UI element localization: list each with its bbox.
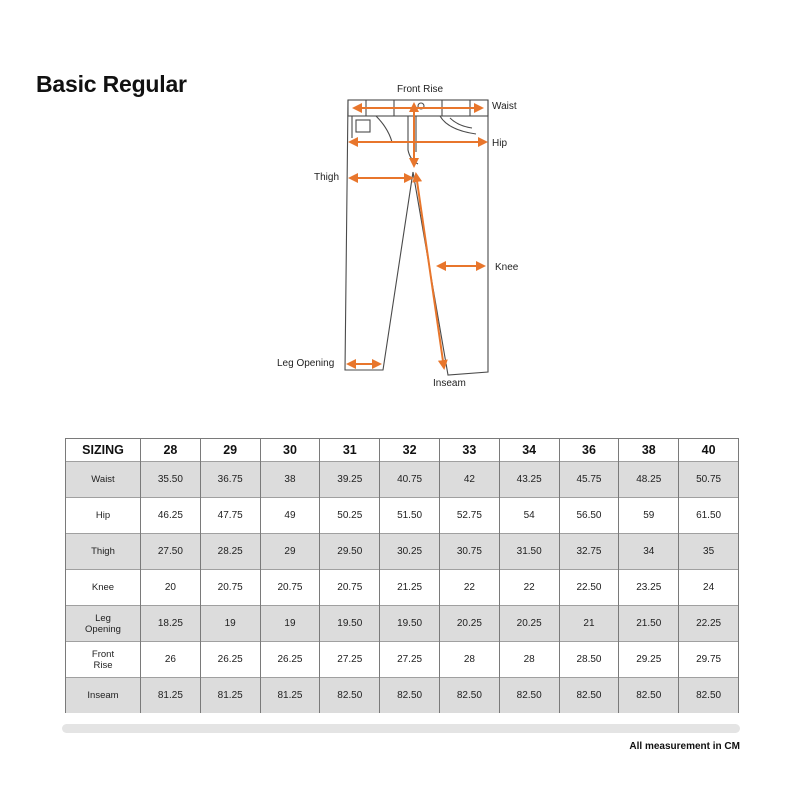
- table-cell: 21.25: [380, 570, 440, 606]
- row-label: Knee: [66, 570, 141, 606]
- table-cell: 82.50: [499, 678, 559, 714]
- table-cell: 29: [260, 534, 320, 570]
- page-title: Basic Regular: [36, 71, 187, 97]
- table-cell: 31.50: [499, 534, 559, 570]
- row-label: Thigh: [66, 534, 141, 570]
- table-cell: 52.75: [439, 498, 499, 534]
- table-cell: 35: [679, 534, 739, 570]
- table-cell: 39.25: [320, 462, 380, 498]
- hip-label: Hip: [492, 138, 508, 149]
- measurement-arrows: [348, 104, 486, 368]
- table-cell: 82.50: [380, 678, 440, 714]
- table-row: [66, 498, 739, 534]
- table-cell: 45.75: [559, 462, 619, 498]
- table-cell: 32.75: [559, 534, 619, 570]
- size-header: 38: [619, 439, 679, 462]
- row-label: Inseam: [66, 678, 141, 714]
- size-header: 40: [679, 439, 739, 462]
- table-cell: 30.75: [439, 534, 499, 570]
- row-label-line: Front: [91, 648, 115, 660]
- table-cell: 81.25: [260, 678, 320, 714]
- table-cell: 18.25: [141, 606, 201, 642]
- size-header: 32: [380, 439, 440, 462]
- row-label-line: Leg: [95, 612, 111, 624]
- table-row: [66, 570, 739, 606]
- table-cell: 28: [439, 642, 499, 678]
- row-label: [66, 606, 141, 642]
- table-cell: 59: [619, 498, 679, 534]
- table-header-row: [66, 439, 739, 462]
- size-chart-table: [65, 438, 739, 713]
- leg-opening-label: Leg Opening: [277, 358, 335, 369]
- table-cell: 29.25: [619, 642, 679, 678]
- table-cell: 81.25: [141, 678, 201, 714]
- table-cell: 27.25: [320, 642, 380, 678]
- size-header: 30: [260, 439, 320, 462]
- table-cell: 81.25: [200, 678, 260, 714]
- size-header: 33: [439, 439, 499, 462]
- measurement-unit-note: All measurement in CM: [629, 741, 740, 752]
- size-header: 36: [559, 439, 619, 462]
- front-rise-label: Front Rise: [397, 84, 444, 95]
- table-cell: 38: [260, 462, 320, 498]
- table-cell: 19: [200, 606, 260, 642]
- table-cell: 34: [619, 534, 679, 570]
- table-cell: 20.75: [320, 570, 380, 606]
- table-cell: 22: [439, 570, 499, 606]
- table-cell: 50.25: [320, 498, 380, 534]
- table-row: [66, 606, 739, 642]
- horizontal-scrollbar[interactable]: [62, 724, 740, 733]
- table-cell: 51.50: [380, 498, 440, 534]
- table-cell: 24: [679, 570, 739, 606]
- table-cell: 22.50: [559, 570, 619, 606]
- table-cell: 20: [141, 570, 201, 606]
- inseam-label: Inseam: [433, 378, 466, 389]
- table-cell: 23.25: [619, 570, 679, 606]
- table-cell: 19: [260, 606, 320, 642]
- table-cell: 47.75: [200, 498, 260, 534]
- table-cell: 28.50: [559, 642, 619, 678]
- size-header: 28: [141, 439, 201, 462]
- table-cell: 28: [499, 642, 559, 678]
- table-cell: 82.50: [559, 678, 619, 714]
- knee-label: Knee: [495, 262, 519, 273]
- table-cell: 20.75: [260, 570, 320, 606]
- table-cell: 42: [439, 462, 499, 498]
- table-row: [66, 534, 739, 570]
- table-cell: 82.50: [439, 678, 499, 714]
- size-header: 31: [320, 439, 380, 462]
- table-cell: 28.25: [200, 534, 260, 570]
- table-cell: 26.25: [260, 642, 320, 678]
- table-cell: 26.25: [200, 642, 260, 678]
- sizing-header: SIZING: [66, 439, 141, 462]
- table-row: [66, 462, 739, 498]
- row-label: Hip: [66, 498, 141, 534]
- row-label: [66, 642, 141, 678]
- table-cell: 21.50: [619, 606, 679, 642]
- row-label: Waist: [66, 462, 141, 498]
- table-row: [66, 642, 739, 678]
- table-cell: 50.75: [679, 462, 739, 498]
- table-cell: 40.75: [380, 462, 440, 498]
- table-cell: 56.50: [559, 498, 619, 534]
- table-cell: 19.50: [380, 606, 440, 642]
- table-cell: 30.25: [380, 534, 440, 570]
- table-cell: 49: [260, 498, 320, 534]
- table-row: [66, 678, 739, 714]
- size-header: 29: [200, 439, 260, 462]
- table-cell: 20.25: [499, 606, 559, 642]
- table-cell: 43.25: [499, 462, 559, 498]
- table-cell: 36.75: [200, 462, 260, 498]
- table-cell: 54: [499, 498, 559, 534]
- row-label-line: Opening: [85, 623, 121, 635]
- table-cell: 82.50: [320, 678, 380, 714]
- table-cell: 29.75: [679, 642, 739, 678]
- table-cell: 27.25: [380, 642, 440, 678]
- table-cell: 48.25: [619, 462, 679, 498]
- table-cell: 29.50: [320, 534, 380, 570]
- size-header: 34: [499, 439, 559, 462]
- table-cell: 61.50: [679, 498, 739, 534]
- waist-label: Waist: [492, 101, 517, 112]
- thigh-label: Thigh: [314, 172, 340, 183]
- row-label-line: Rise: [93, 659, 113, 671]
- table-cell: 82.50: [619, 678, 679, 714]
- table-cell: 22.25: [679, 606, 739, 642]
- table-cell: 82.50: [679, 678, 739, 714]
- table-cell: 20.75: [200, 570, 260, 606]
- inseam-arrow: [416, 174, 444, 368]
- table-cell: 35.50: [141, 462, 201, 498]
- table-cell: 27.50: [141, 534, 201, 570]
- table-cell: 46.25: [141, 498, 201, 534]
- table-cell: 21: [559, 606, 619, 642]
- table-cell: 26: [141, 642, 201, 678]
- table-cell: 22: [499, 570, 559, 606]
- table-cell: 20.25: [439, 606, 499, 642]
- table-cell: 19.50: [320, 606, 380, 642]
